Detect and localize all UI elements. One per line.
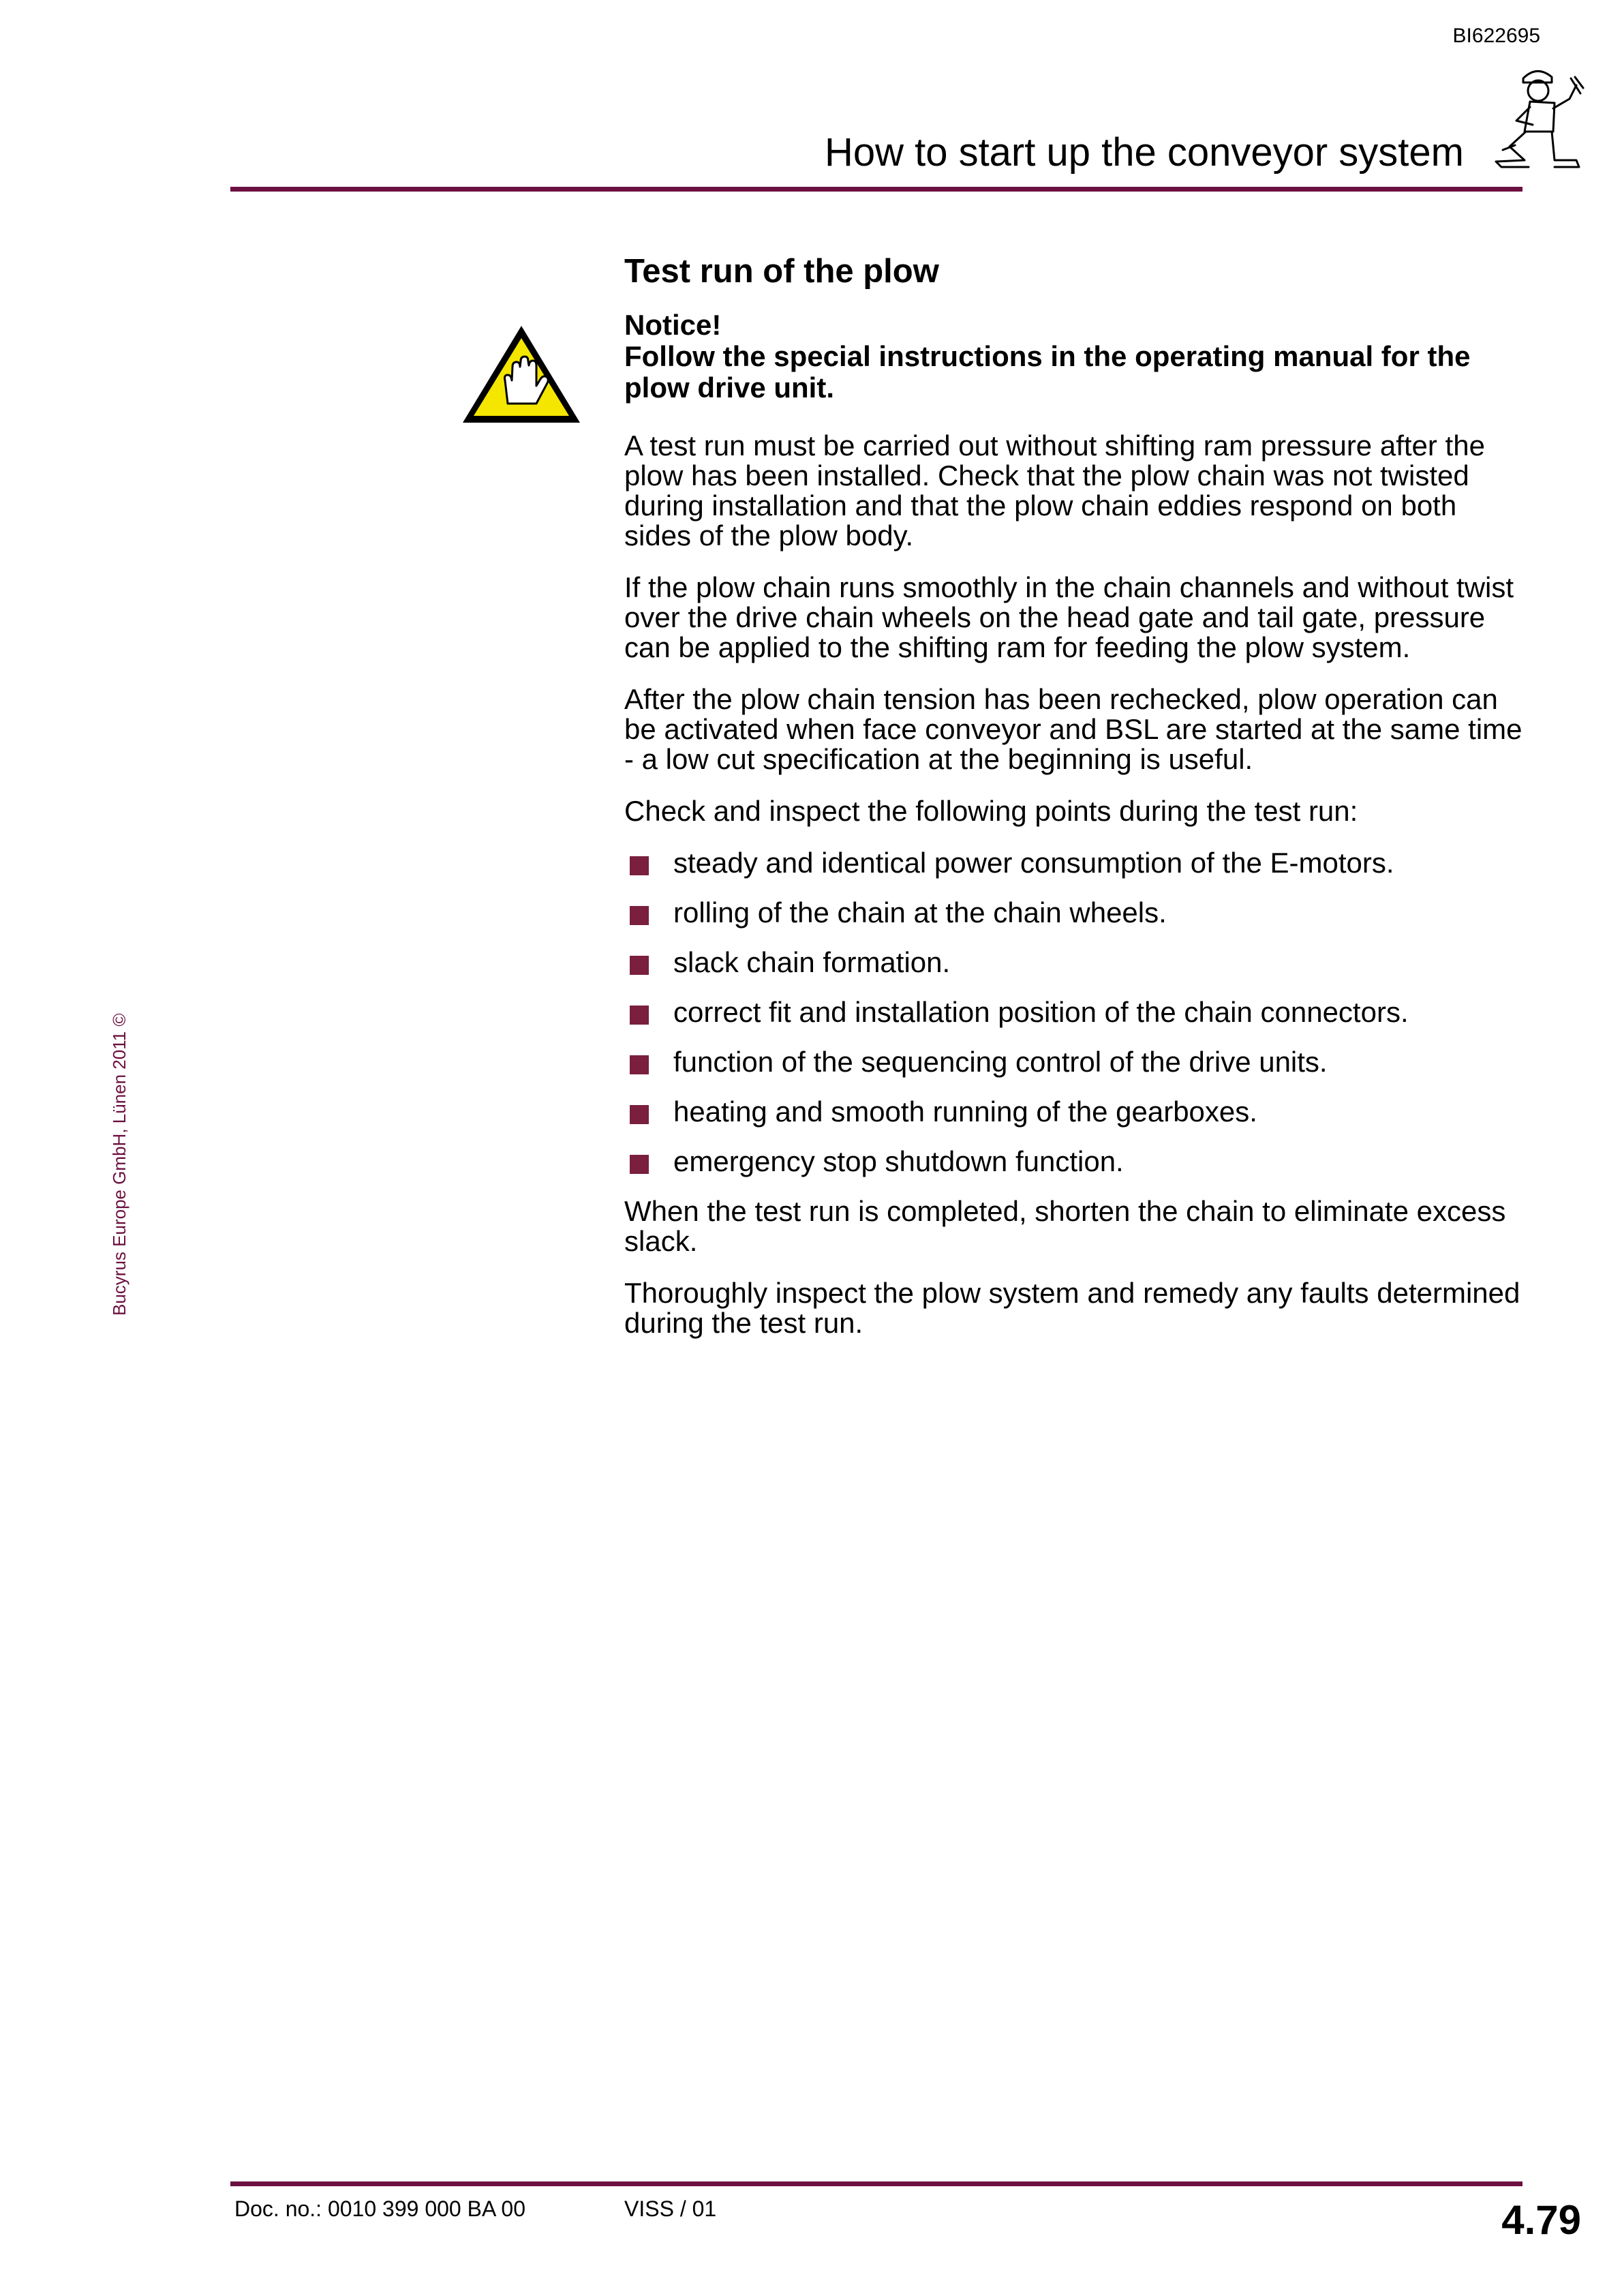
page-number: 4.79	[1501, 2197, 1581, 2243]
paragraph: After the plow chain tension has been rechecked, plow operation can be activated when face conveyor and BSL are started at the same time - a low cut specification at the beginning is useful.	[624, 683, 1522, 775]
list-item-text: correct fit and installation position of the chain connectors.	[673, 996, 1409, 1028]
header-rule	[230, 187, 1522, 192]
bullet-square-icon	[630, 906, 649, 925]
list-item	[624, 848, 1522, 878]
document-id: BI622695	[1452, 25, 1540, 47]
viss-code: VISS / 01	[624, 2196, 717, 2221]
notice-text: Follow the special instructions in the operating manual for the plow drive unit.	[624, 340, 1471, 404]
notice-title: Notice!	[624, 309, 722, 341]
paragraph: Check and inspect the following points during the test run:	[624, 795, 1358, 827]
bullet-square-icon	[630, 856, 649, 875]
copyright-note: Bucyrus Europe GmbH, Lünen 2011 ©	[109, 1013, 129, 1316]
footer-rule	[230, 2181, 1522, 2186]
list-item-text: steady and identical power consumption of the E-motors.	[673, 847, 1394, 879]
list-item	[624, 1097, 1522, 1127]
bullet-square-icon	[630, 1105, 649, 1124]
list-item-text: emergency stop shutdown function.	[673, 1145, 1124, 1177]
paragraph: When the test run is completed, shorten the chain to eliminate excess slack.	[624, 1195, 1506, 1257]
checklist	[624, 848, 1522, 1177]
section-heading: Test run of the plow	[624, 253, 939, 290]
bullet-square-icon	[630, 1006, 649, 1025]
list-item-text: heating and smooth running of the gearboxes.	[673, 1096, 1257, 1128]
section-content	[624, 251, 1522, 1360]
list-item	[624, 898, 1522, 928]
list-item-text: slack chain formation.	[673, 946, 951, 978]
worker-with-tool-icon	[1489, 58, 1588, 174]
notice-block	[624, 309, 1522, 404]
paragraph: Thoroughly inspect the plow system and remedy any faults determined during the test run.	[624, 1277, 1520, 1339]
document-number: Doc. no.: 0010 399 000 BA 00	[234, 2196, 525, 2221]
bullet-square-icon	[630, 956, 649, 975]
list-item	[624, 1047, 1522, 1077]
hand-stop-warning-icon	[460, 323, 583, 425]
bullet-square-icon	[630, 1055, 649, 1074]
list-item-text: function of the sequencing control of the drive units.	[673, 1046, 1328, 1078]
paragraph: A test run must be carried out without shifting ram pressure after the plow has been installed. Check that the plow chain was not twisted during installation and that the plow chain eddies respond on both sides of the plow body.	[624, 429, 1485, 552]
list-item	[624, 948, 1522, 978]
list-item	[624, 1147, 1522, 1177]
paragraph: If the plow chain runs smoothly in the chain channels and without twist over the drive chain wheels on the head gate and tail gate, pressure can be applied to the shifting ram for feeding the plow system.	[624, 571, 1514, 663]
list-item	[624, 997, 1522, 1027]
page-title: How to start up the conveyor system	[824, 130, 1464, 175]
list-item-text: rolling of the chain at the chain wheels.	[673, 896, 1167, 928]
bullet-square-icon	[630, 1155, 649, 1174]
